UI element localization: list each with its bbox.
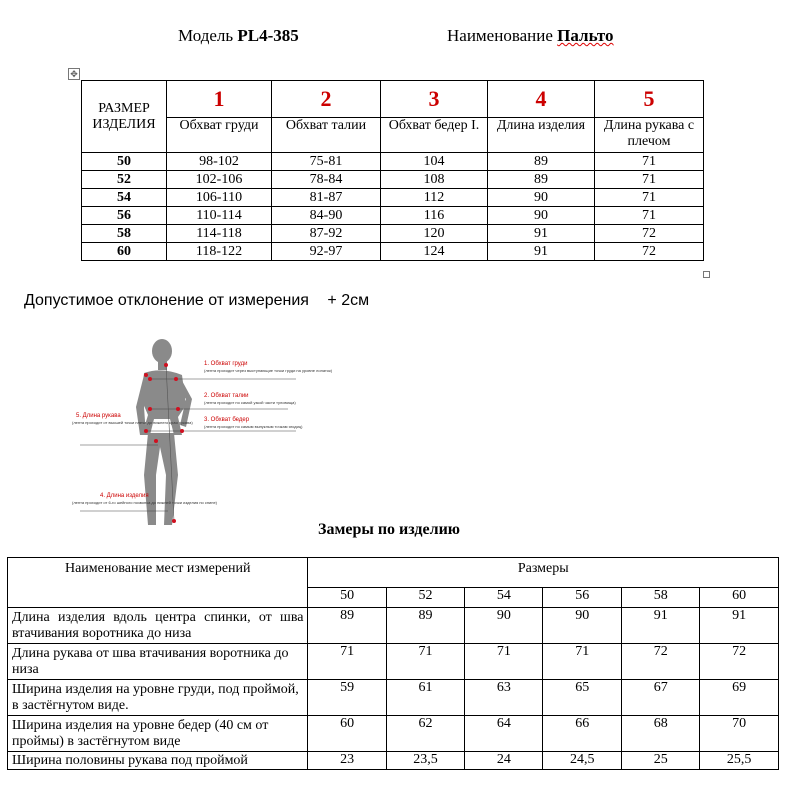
measurement-value: 66 [543, 716, 622, 752]
measurement-value: 23,5 [386, 752, 465, 770]
column-label-length: Длина изделия [488, 118, 595, 153]
column-number-2: 2 [272, 81, 381, 118]
measurement-value: 59 [308, 680, 386, 716]
value-cell: 102-106 [167, 171, 272, 189]
measurement-name: Ширина изделия на уровне груди, под проймой, в застёгнутом виде. [8, 680, 308, 716]
figure-note-waist: (лента проходит по самой узкой части туловища) [204, 400, 296, 405]
value-cell: 71 [595, 153, 704, 171]
column-number-5: 5 [595, 81, 704, 118]
measurements-table [7, 557, 779, 770]
value-cell: 78-84 [272, 171, 381, 189]
model-value: PL4-385 [237, 26, 299, 45]
measurement-value: 71 [465, 644, 543, 680]
model-label: Модель [178, 26, 234, 45]
name-value: Пальто [557, 26, 614, 45]
measurement-value: 71 [543, 644, 622, 680]
measurement-value: 72 [700, 644, 779, 680]
measurement-value: 63 [465, 680, 543, 716]
size-header-cell: 54 [465, 588, 543, 608]
measurement-value: 65 [543, 680, 622, 716]
model-heading [178, 26, 299, 46]
tolerance-value: + 2см [327, 292, 370, 309]
value-cell: 106-110 [167, 189, 272, 207]
figure-note-sleeve: (лента проходит от высшей точки плеча до нижнего края рукава) [72, 420, 193, 425]
size-cell: 50 [82, 153, 167, 171]
name-heading [447, 26, 614, 46]
measurements-header-left: Наименование мест измерений [8, 558, 308, 608]
measurement-row [8, 608, 779, 644]
measurement-name: Ширина половины рукава под проймой [8, 752, 308, 770]
value-cell: 87-92 [272, 225, 381, 243]
size-header-cell: 52 [386, 588, 465, 608]
measurement-value: 69 [700, 680, 779, 716]
column-label-waist: Обхват талии [272, 118, 381, 153]
size-row [82, 207, 704, 225]
value-cell: 71 [595, 189, 704, 207]
value-cell: 116 [381, 207, 488, 225]
size-corner-header: РАЗМЕР ИЗДЕЛИЯ [82, 81, 167, 153]
value-cell: 120 [381, 225, 488, 243]
measurement-value: 71 [386, 644, 465, 680]
measurement-value: 90 [543, 608, 622, 644]
measurement-name: Длина рукава от шва втачивания воротника до низа [8, 644, 308, 680]
measurement-row [8, 752, 779, 770]
value-cell: 92-97 [272, 243, 381, 261]
value-cell: 112 [381, 189, 488, 207]
measurement-row [8, 680, 779, 716]
column-label-hips: Обхват бедер I. [381, 118, 488, 153]
measurement-value: 68 [622, 716, 700, 752]
measurement-row [8, 644, 779, 680]
size-row [82, 171, 704, 189]
value-cell: 71 [595, 171, 704, 189]
tolerance-text: Допустимое отклонение от измерения [24, 292, 309, 309]
size-cell: 52 [82, 171, 167, 189]
measurement-value: 70 [700, 716, 779, 752]
size-header-cell: 56 [543, 588, 622, 608]
size-row [82, 225, 704, 243]
body-figure-icon [70, 335, 333, 535]
value-cell: 72 [595, 225, 704, 243]
figure-label-waist: 2. Обхват талии [204, 393, 249, 399]
table-resize-handle[interactable] [703, 271, 710, 278]
size-row [82, 243, 704, 261]
size-header-cell: 50 [308, 588, 386, 608]
measurement-value: 89 [386, 608, 465, 644]
size-header-cell: 60 [700, 588, 779, 608]
measurements-title: Замеры по изделию [318, 521, 461, 538]
measurement-value: 91 [700, 608, 779, 644]
measurement-value: 24,5 [543, 752, 622, 770]
measurement-value: 90 [465, 608, 543, 644]
measurement-value: 24 [465, 752, 543, 770]
tolerance-line [24, 292, 369, 310]
measurement-value: 71 [308, 644, 386, 680]
value-cell: 98-102 [167, 153, 272, 171]
size-header-cell: 58 [622, 588, 700, 608]
value-cell: 104 [381, 153, 488, 171]
measurement-name: Ширина изделия на уровне бедер (40 см от проймы) в застёгнутом виде [8, 716, 308, 752]
measurement-name: Длина изделия вдоль центра спинки, от шва втачивания воротника до низа [8, 608, 308, 644]
column-number-3: 3 [381, 81, 488, 118]
size-cell: 56 [82, 207, 167, 225]
name-label: Наименование [447, 26, 553, 45]
measurement-value: 89 [308, 608, 386, 644]
size-row [82, 189, 704, 207]
figure-label-length: 4. Длина изделия [100, 493, 149, 499]
figure-note-length: (лента проходит от 6-го шейного позвонка до нижней точки изделия по спине) [72, 500, 218, 505]
size-chart-table [81, 80, 704, 261]
size-cell: 58 [82, 225, 167, 243]
measurement-value: 62 [386, 716, 465, 752]
measurement-value: 64 [465, 716, 543, 752]
value-cell: 89 [488, 171, 595, 189]
size-cell: 54 [82, 189, 167, 207]
figure-note-hips: (лента проходит по самым выпуклым точкам ягодиц) [204, 424, 303, 429]
column-number-4: 4 [488, 81, 595, 118]
value-cell: 114-118 [167, 225, 272, 243]
size-row [82, 153, 704, 171]
value-cell: 110-114 [167, 207, 272, 225]
figure-label-sleeve: 5. Длина рукава [76, 413, 121, 419]
value-cell: 118-122 [167, 243, 272, 261]
value-cell: 91 [488, 225, 595, 243]
value-cell: 124 [381, 243, 488, 261]
figure-label-chest: 1. Обхват груди [204, 361, 248, 367]
value-cell: 72 [595, 243, 704, 261]
column-label-sleeve: Длина рукава с плечом [595, 118, 704, 153]
value-cell: 108 [381, 171, 488, 189]
measurement-value: 61 [386, 680, 465, 716]
column-number-1: 1 [167, 81, 272, 118]
value-cell: 84-90 [272, 207, 381, 225]
size-cell: 60 [82, 243, 167, 261]
measurement-value: 60 [308, 716, 386, 752]
figure-label-hips: 3. Обхват бедер [204, 417, 250, 423]
measurement-row [8, 716, 779, 752]
table-move-icon[interactable]: ✥ [68, 68, 80, 80]
value-cell: 90 [488, 189, 595, 207]
figure-note-chest: (лента проходит через выступающие точки груди на уровне лопаток) [204, 368, 333, 373]
value-cell: 81-87 [272, 189, 381, 207]
measurement-value: 25,5 [700, 752, 779, 770]
measurement-value: 91 [622, 608, 700, 644]
value-cell: 91 [488, 243, 595, 261]
value-cell: 71 [595, 207, 704, 225]
column-label-chest: Обхват груди [167, 118, 272, 153]
body-measurement-figure [70, 335, 333, 535]
measurement-value: 23 [308, 752, 386, 770]
measurement-value: 67 [622, 680, 700, 716]
measurement-value: 25 [622, 752, 700, 770]
value-cell: 89 [488, 153, 595, 171]
measurement-value: 72 [622, 644, 700, 680]
measurements-header-sizes: Размеры [308, 558, 779, 588]
value-cell: 75-81 [272, 153, 381, 171]
value-cell: 90 [488, 207, 595, 225]
